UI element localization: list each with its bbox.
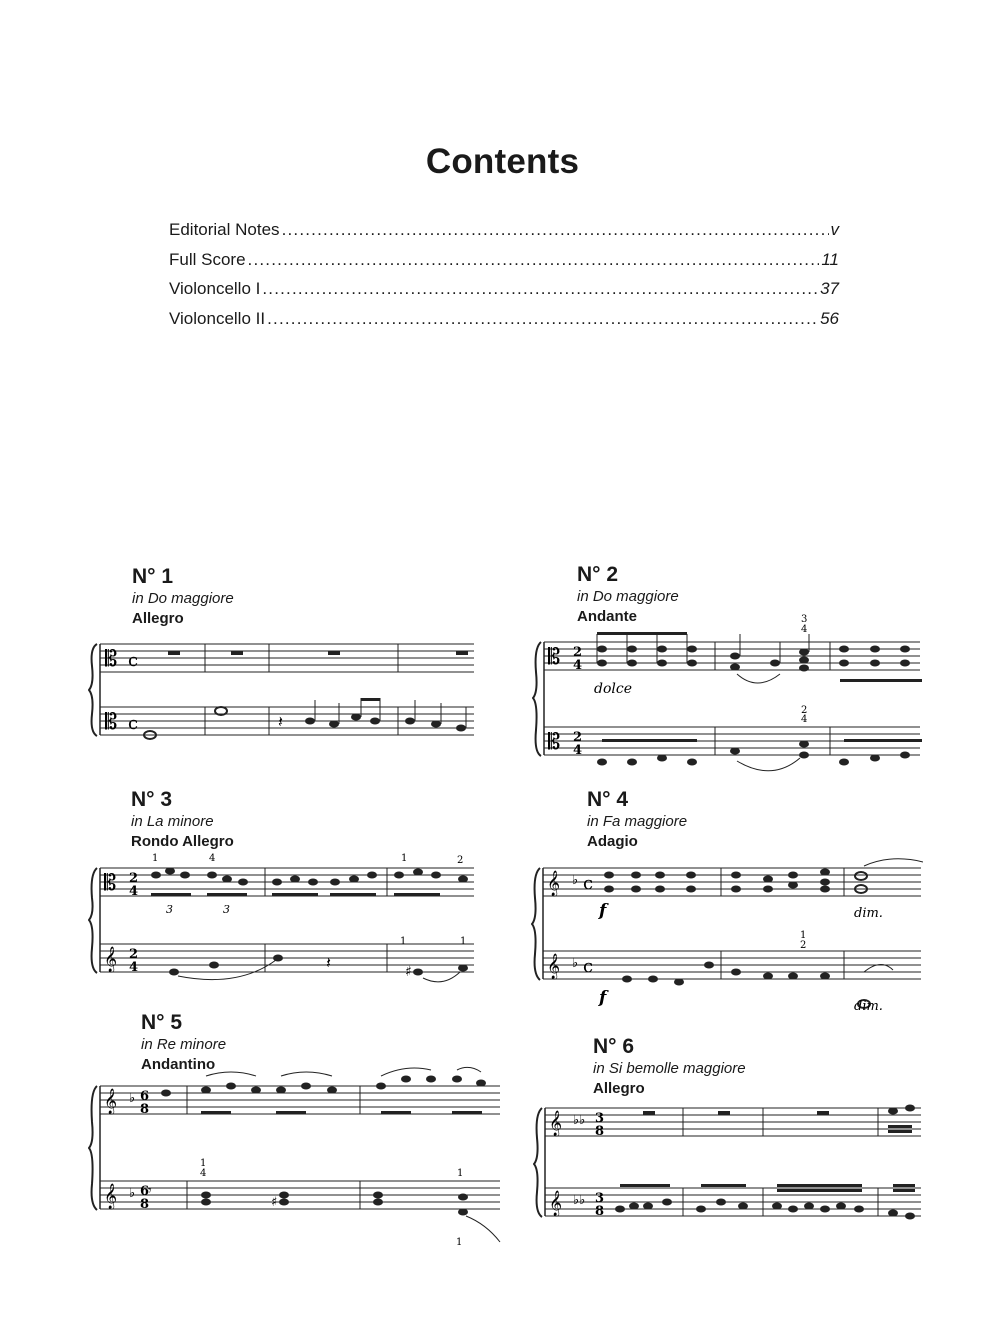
toc-entry-page: v bbox=[830, 220, 839, 239]
svg-text:c: c bbox=[583, 873, 594, 894]
svg-text:2: 2 bbox=[800, 940, 807, 951]
toc-entry-page: 56 bbox=[820, 308, 839, 328]
svg-text:♯: ♯ bbox=[405, 964, 412, 980]
table-of-contents bbox=[169, 220, 839, 338]
svg-text:𝄞: 𝄞 bbox=[104, 947, 118, 972]
svg-text:𝄽: 𝄽 bbox=[278, 712, 283, 731]
svg-text:♭♭: ♭♭ bbox=[573, 1193, 586, 1208]
svg-text:♭♭: ♭♭ bbox=[573, 1113, 586, 1128]
svg-text:1: 1 bbox=[456, 1237, 463, 1246]
svg-text:f: f bbox=[599, 988, 607, 1008]
svg-text:3: 3 bbox=[223, 903, 230, 916]
music-excerpt-4 bbox=[531, 852, 923, 1022]
svg-text:𝄡: 𝄡 bbox=[548, 730, 561, 755]
toc-entry[interactable] bbox=[169, 309, 839, 339]
toc-entry-label: Editorial Notes bbox=[169, 220, 280, 239]
toc-entry-label: Violoncello II bbox=[169, 308, 266, 328]
svg-text:1: 1 bbox=[400, 936, 407, 947]
svg-text:4: 4 bbox=[129, 960, 139, 975]
svg-text:1: 1 bbox=[457, 1168, 464, 1179]
svg-text:♯: ♯ bbox=[271, 1195, 278, 1210]
svg-text:8: 8 bbox=[595, 1204, 605, 1219]
piece-tempo: Andantino bbox=[141, 1056, 216, 1073]
piece-number: N° 3 bbox=[131, 788, 173, 811]
svg-text:𝄡: 𝄡 bbox=[105, 647, 118, 672]
svg-text:𝄞: 𝄞 bbox=[104, 1184, 118, 1209]
piece-key: in Si bemolle maggiore bbox=[593, 1060, 746, 1077]
piece-heading-4 bbox=[587, 788, 687, 852]
svg-text:1: 1 bbox=[401, 853, 408, 864]
svg-text:1: 1 bbox=[800, 930, 807, 941]
dynamic-dim-top: dim. bbox=[854, 906, 883, 921]
svg-text:𝄡: 𝄡 bbox=[105, 710, 118, 735]
svg-text:6: 6 bbox=[140, 1089, 150, 1104]
svg-text:2: 2 bbox=[573, 730, 583, 745]
music-excerpt-1 bbox=[88, 636, 478, 756]
piece-number: N° 2 bbox=[577, 563, 619, 586]
toc-entry[interactable] bbox=[169, 279, 839, 309]
piece-key: in Re minore bbox=[141, 1036, 227, 1053]
svg-text:3: 3 bbox=[801, 614, 808, 625]
svg-text:2: 2 bbox=[129, 871, 139, 886]
piece-key: in Do maggiore bbox=[132, 590, 234, 607]
piece-tempo: Allegro bbox=[132, 610, 184, 627]
toc-entry-page: 37 bbox=[820, 279, 839, 298]
svg-text:𝄞: 𝄞 bbox=[549, 1111, 563, 1136]
svg-text:2: 2 bbox=[457, 855, 464, 866]
svg-text:𝄾: 𝄾 bbox=[148, 1183, 152, 1199]
svg-text:8: 8 bbox=[140, 1102, 150, 1117]
svg-text:c: c bbox=[128, 650, 139, 671]
page-title: Contents bbox=[425, 142, 580, 181]
svg-text:4: 4 bbox=[129, 884, 139, 899]
music-excerpt-5 bbox=[88, 1066, 502, 1246]
svg-text:f: f bbox=[599, 901, 607, 921]
svg-text:4: 4 bbox=[573, 658, 583, 673]
piece-number: N° 5 bbox=[141, 1011, 183, 1034]
svg-text:4: 4 bbox=[573, 743, 583, 758]
toc-leader-dots bbox=[262, 279, 818, 299]
piece-tempo: Andante bbox=[577, 608, 637, 625]
svg-text:4: 4 bbox=[801, 714, 808, 725]
svg-text:𝄞: 𝄞 bbox=[549, 1191, 563, 1216]
svg-text:c: c bbox=[583, 956, 594, 977]
svg-text:4: 4 bbox=[209, 853, 216, 864]
music-excerpt-2 bbox=[532, 612, 922, 787]
svg-text:1: 1 bbox=[460, 936, 467, 947]
piece-key: in Fa maggiore bbox=[587, 813, 688, 830]
svg-text:1: 1 bbox=[200, 1158, 207, 1169]
svg-text:3: 3 bbox=[166, 903, 173, 916]
svg-text:4: 4 bbox=[801, 624, 808, 635]
svg-text:c: c bbox=[128, 713, 139, 734]
svg-text:2: 2 bbox=[801, 705, 808, 716]
svg-text:3: 3 bbox=[595, 1191, 605, 1206]
svg-text:8: 8 bbox=[595, 1124, 605, 1139]
svg-text:1: 1 bbox=[152, 853, 159, 864]
svg-text:𝄡: 𝄡 bbox=[104, 871, 117, 896]
piece-number: N° 6 bbox=[593, 1035, 635, 1058]
dynamic-dim-bottom: dim. bbox=[854, 999, 883, 1014]
svg-text:♭: ♭ bbox=[129, 1186, 136, 1201]
toc-leader-dots bbox=[282, 220, 829, 240]
toc-entry-label: Violoncello I bbox=[169, 279, 261, 298]
svg-text:2: 2 bbox=[129, 947, 139, 962]
toc-leader-dots bbox=[248, 250, 820, 270]
svg-text:𝄞: 𝄞 bbox=[547, 871, 561, 896]
dynamic-dolce: dolce bbox=[594, 681, 632, 697]
piece-heading-1 bbox=[132, 565, 234, 629]
svg-text:3: 3 bbox=[595, 1111, 605, 1126]
piece-heading-3 bbox=[131, 788, 234, 852]
svg-text:𝄡: 𝄡 bbox=[548, 645, 561, 670]
svg-text:2: 2 bbox=[573, 645, 583, 660]
svg-text:♭: ♭ bbox=[129, 1091, 136, 1106]
piece-tempo: Adagio bbox=[587, 833, 638, 850]
svg-text:8: 8 bbox=[140, 1197, 150, 1212]
piece-number: N° 1 bbox=[132, 565, 174, 588]
music-excerpt-3 bbox=[88, 848, 478, 1000]
toc-leader-dots bbox=[267, 309, 818, 329]
svg-text:6: 6 bbox=[140, 1184, 150, 1199]
toc-entry-label: Full Score bbox=[169, 249, 246, 269]
music-excerpt-6 bbox=[533, 1098, 923, 1228]
piece-tempo: Allegro bbox=[593, 1080, 645, 1097]
toc-entry[interactable] bbox=[169, 220, 839, 250]
piece-tempo: Rondo Allegro bbox=[131, 833, 234, 850]
piece-number: N° 4 bbox=[587, 788, 629, 811]
svg-text:4: 4 bbox=[200, 1168, 207, 1179]
piece-key: in Do maggiore bbox=[577, 588, 679, 605]
svg-text:𝄽: 𝄽 bbox=[326, 953, 331, 972]
svg-text:𝄞: 𝄞 bbox=[547, 954, 561, 979]
svg-text:𝄞: 𝄞 bbox=[104, 1089, 118, 1114]
toc-entry[interactable] bbox=[169, 250, 839, 280]
svg-text:♭: ♭ bbox=[572, 956, 579, 971]
piece-key: in La minore bbox=[131, 813, 214, 830]
svg-text:♭: ♭ bbox=[572, 873, 579, 888]
toc-entry-page: 11 bbox=[821, 249, 839, 269]
piece-heading-6 bbox=[593, 1035, 746, 1099]
